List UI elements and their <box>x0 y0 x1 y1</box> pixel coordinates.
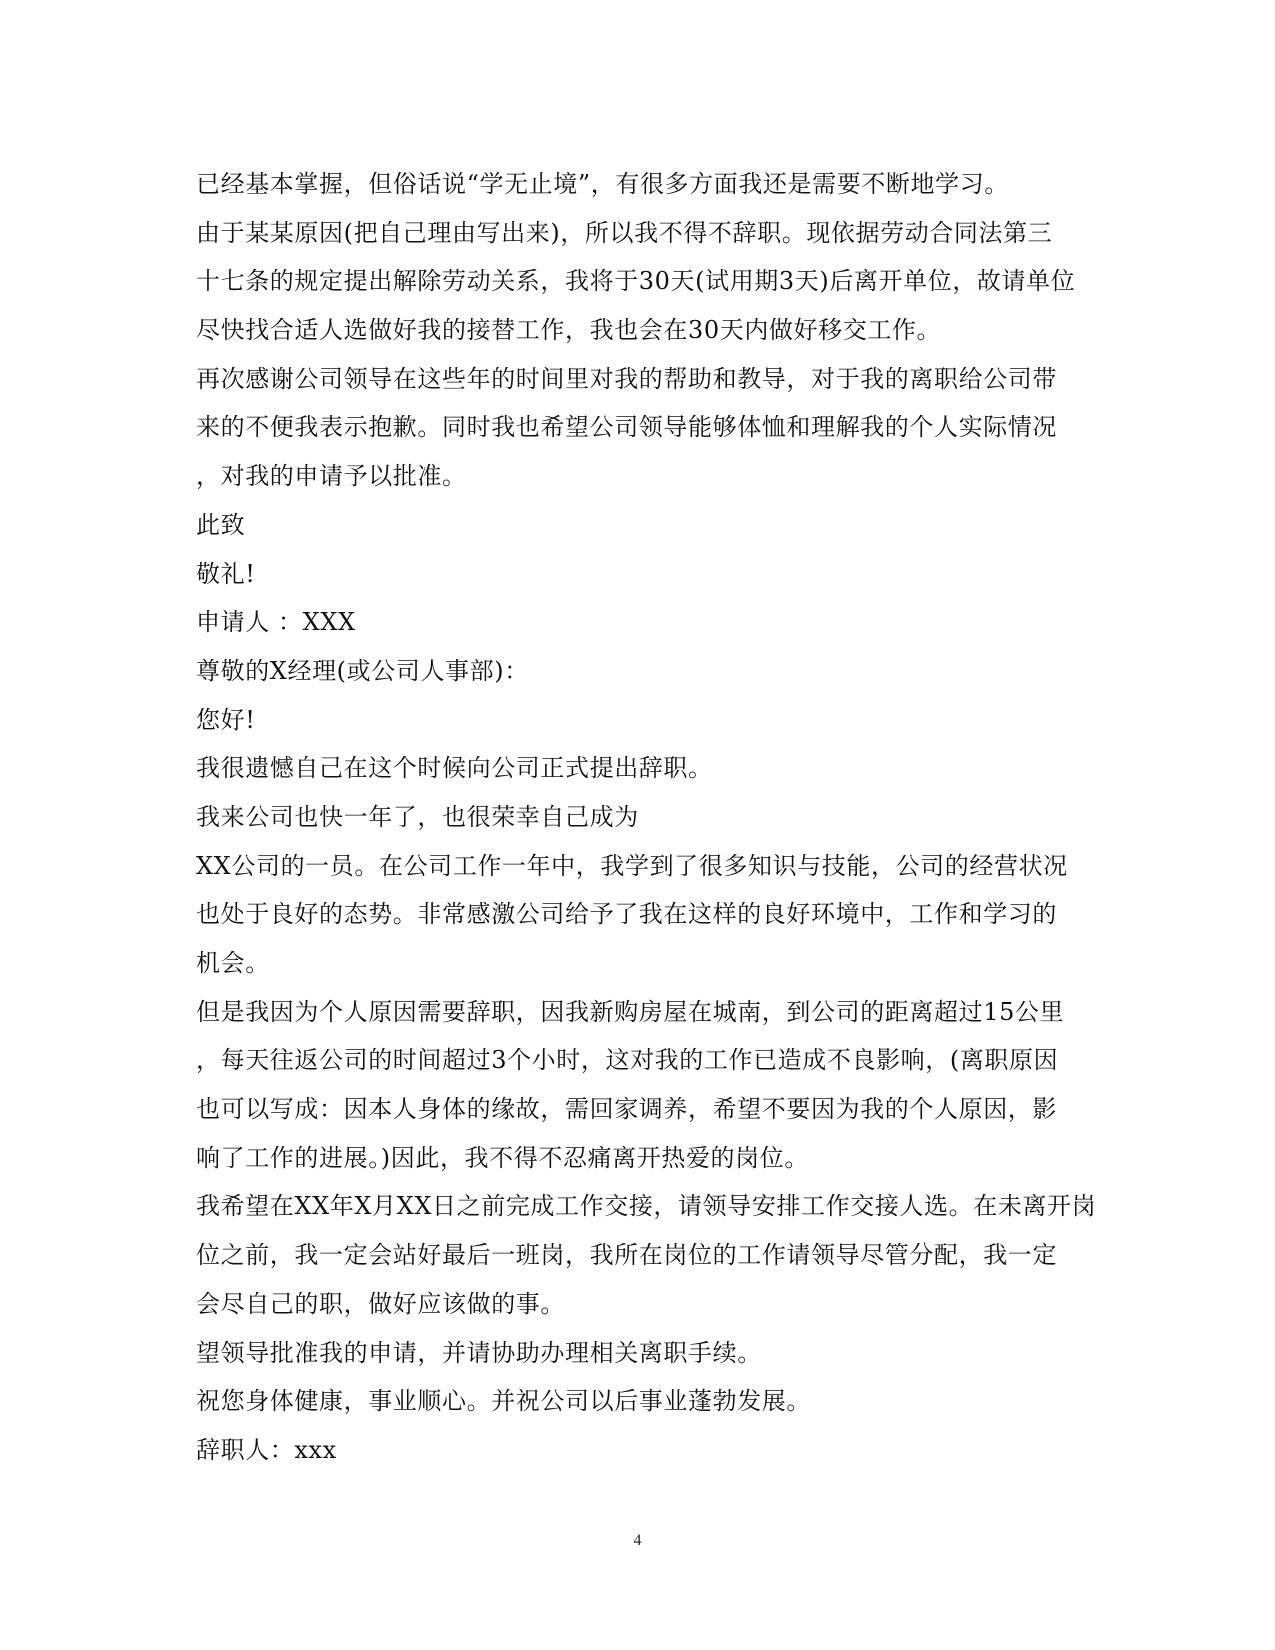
text-line: 我来公司也快一年了，也很荣幸自己成为 <box>196 802 639 831</box>
page-number: 4 <box>633 1532 642 1549</box>
letter-greeting: 尊敬的X经理(或公司人事部)： <box>196 656 529 685</box>
text-line: 但是我因为个人原因需要辞职，因我新购房屋在城南，到公司的距离超过15公里 <box>196 997 1065 1026</box>
text-line: 望领导批准我的申请，并请协助办理相关离职手续。 <box>196 1338 762 1367</box>
text-line: 来的不便我表示抱歉。同时我也希望公司领导能够体恤和理解我的个人实际情况 <box>196 413 1057 442</box>
closing-phrase: 此致 <box>196 510 246 539</box>
text-line: ，每天往返公司的时间超过3个小时，这对我的工作已造成不良影响，(离职原因 <box>196 1046 1059 1075</box>
text-line: 也可以写成：因本人身体的缘故，需回家调养，希望不要因为我的个人原因，影 <box>196 1095 1057 1124</box>
text-line: 再次感谢公司领导在这些年的时间里对我的帮助和教导，对于我的离职给公司带 <box>196 364 1057 393</box>
hello-line: 您好! <box>196 705 256 734</box>
salutation: 敬礼! <box>196 559 256 588</box>
letter-body <box>196 160 1097 1475</box>
text-line: 响了工作的进展。)因此，我不得不忍痛离开热爱的岗位。 <box>196 1143 809 1172</box>
text-line: 尽快找合适人选做好我的接替工作，我也会在30天内做好移交工作。 <box>196 316 942 345</box>
text-line: 十七条的规定提出解除劳动关系，我将于30天(试用期3天)后离开单位，故请单位 <box>196 267 1076 296</box>
text-line: 会尽自己的职，做好应该做的事。 <box>196 1289 565 1318</box>
text-line: 我希望在XX年X月XX日之前完成工作交接，请领导安排工作交接人选。在未离开岗 <box>196 1192 1097 1221</box>
text-line: 位之前，我一定会站好最后一班岗，我所在岗位的工作请领导尽管分配，我一定 <box>196 1241 1057 1270</box>
text-line: 祝您身体健康，事业顺心。并祝公司以后事业蓬勃发展。 <box>196 1387 811 1416</box>
applicant-signature: 申请人 ：XXX <box>196 608 356 637</box>
text-line: 也处于良好的态势。非常感激公司给予了我在这样的良好环境中，工作和学习的 <box>196 900 1057 929</box>
text-line: XX公司的一员。在公司工作一年中，我学到了很多知识与技能，公司的经营状况 <box>196 851 1068 880</box>
text-line: 由于某某原因(把自己理由写出来)，所以我不得不辞职。现依据劳动合同法第三 <box>196 218 1053 247</box>
text-line: 我很遗憾自己在这个时候向公司正式提出辞职。 <box>196 754 713 783</box>
text-line: 已经基本掌握，但俗话说“学无止境”，有很多方面我还是需要不断地学习。 <box>196 170 1009 198</box>
text-line: ，对我的申请予以批准。 <box>196 462 467 491</box>
text-line: 机会。 <box>196 949 270 977</box>
resigner-signature: 辞职人：xxx <box>196 1435 337 1464</box>
